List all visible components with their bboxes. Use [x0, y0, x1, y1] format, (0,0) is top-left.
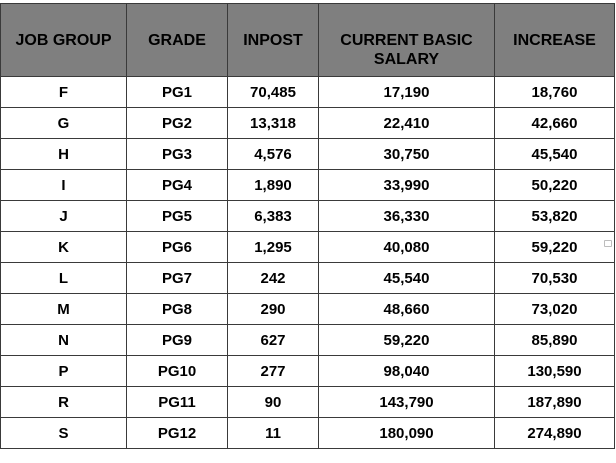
- cell-increase: 187,890: [495, 387, 615, 418]
- cell-grade: PG6: [127, 232, 228, 263]
- cell-job-group: L: [1, 263, 127, 294]
- cell-job-group: I: [1, 170, 127, 201]
- table-row: [1, 232, 615, 263]
- cell-current-basic-salary: 36,330: [319, 201, 495, 232]
- cell-current-basic-salary: 45,540: [319, 263, 495, 294]
- cell-increase: 85,890: [495, 325, 615, 356]
- cell-grade: PG2: [127, 108, 228, 139]
- cell-grade: PG10: [127, 356, 228, 387]
- cell-job-group: P: [1, 356, 127, 387]
- cell-increase: 50,220: [495, 170, 615, 201]
- cell-grade: PG5: [127, 201, 228, 232]
- cell-increase: 53,820: [495, 201, 615, 232]
- table-row: [1, 201, 615, 232]
- cell-inpost: 11: [228, 418, 319, 449]
- cell-current-basic-salary: 17,190: [319, 77, 495, 108]
- cell-inpost: 242: [228, 263, 319, 294]
- cell-current-basic-salary: 98,040: [319, 356, 495, 387]
- cell-current-basic-salary: 180,090: [319, 418, 495, 449]
- cell-inpost: 4,576: [228, 139, 319, 170]
- cell-grade: PG11: [127, 387, 228, 418]
- cell-grade: PG1: [127, 77, 228, 108]
- cell-job-group: G: [1, 108, 127, 139]
- cell-increase: 73,020: [495, 294, 615, 325]
- cell-increase: 70,530: [495, 263, 615, 294]
- table-row: [1, 77, 615, 108]
- table-row: [1, 139, 615, 170]
- table-row: [1, 108, 615, 139]
- cell-grade: PG4: [127, 170, 228, 201]
- cell-job-group: M: [1, 294, 127, 325]
- cell-increase: 45,540: [495, 139, 615, 170]
- cell-increase: 42,660: [495, 108, 615, 139]
- cell-inpost: 13,318: [228, 108, 319, 139]
- cell-increase: 18,760: [495, 77, 615, 108]
- cell-current-basic-salary: 48,660: [319, 294, 495, 325]
- header-grade: GRADE: [127, 4, 228, 77]
- table-row: [1, 294, 615, 325]
- cell-grade: PG3: [127, 139, 228, 170]
- header-current-basic-salary: CURRENT BASIC SALARY: [319, 4, 495, 77]
- cell-current-basic-salary: 22,410: [319, 108, 495, 139]
- salary-table-container: [0, 3, 614, 449]
- salary-table: [0, 3, 615, 449]
- header-inpost: INPOST: [228, 4, 319, 77]
- cell-job-group: N: [1, 325, 127, 356]
- cell-increase: 130,590: [495, 356, 615, 387]
- cell-job-group: R: [1, 387, 127, 418]
- table-row: [1, 418, 615, 449]
- header-increase: INCREASE: [495, 4, 615, 77]
- table-row: [1, 170, 615, 201]
- cell-increase: 274,890: [495, 418, 615, 449]
- table-row: [1, 263, 615, 294]
- cell-job-group: S: [1, 418, 127, 449]
- cell-inpost: 290: [228, 294, 319, 325]
- table-row: [1, 356, 615, 387]
- table-row: [1, 387, 615, 418]
- cell-grade: PG8: [127, 294, 228, 325]
- cell-grade: PG9: [127, 325, 228, 356]
- cell-inpost: 1,295: [228, 232, 319, 263]
- cell-inpost: 627: [228, 325, 319, 356]
- table-body: [1, 77, 615, 449]
- cell-inpost: 90: [228, 387, 319, 418]
- table-row: [1, 325, 615, 356]
- cell-job-group: F: [1, 77, 127, 108]
- table-header: [1, 4, 615, 77]
- cell-job-group: K: [1, 232, 127, 263]
- cell-job-group: J: [1, 201, 127, 232]
- cell-current-basic-salary: 143,790: [319, 387, 495, 418]
- cell-job-group: H: [1, 139, 127, 170]
- cell-current-basic-salary: 30,750: [319, 139, 495, 170]
- cell-current-basic-salary: 33,990: [319, 170, 495, 201]
- cell-current-basic-salary: 40,080: [319, 232, 495, 263]
- cell-inpost: 277: [228, 356, 319, 387]
- cell-inpost: 6,383: [228, 201, 319, 232]
- cell-inpost: 1,890: [228, 170, 319, 201]
- header-job-group: JOB GROUP: [1, 4, 127, 77]
- cell-inpost: 70,485: [228, 77, 319, 108]
- cell-grade: PG7: [127, 263, 228, 294]
- header-row: [1, 4, 615, 77]
- cell-current-basic-salary: 59,220: [319, 325, 495, 356]
- sheet-corner-marker: [604, 240, 612, 247]
- cell-increase: 59,220: [495, 232, 615, 263]
- cell-grade: PG12: [127, 418, 228, 449]
